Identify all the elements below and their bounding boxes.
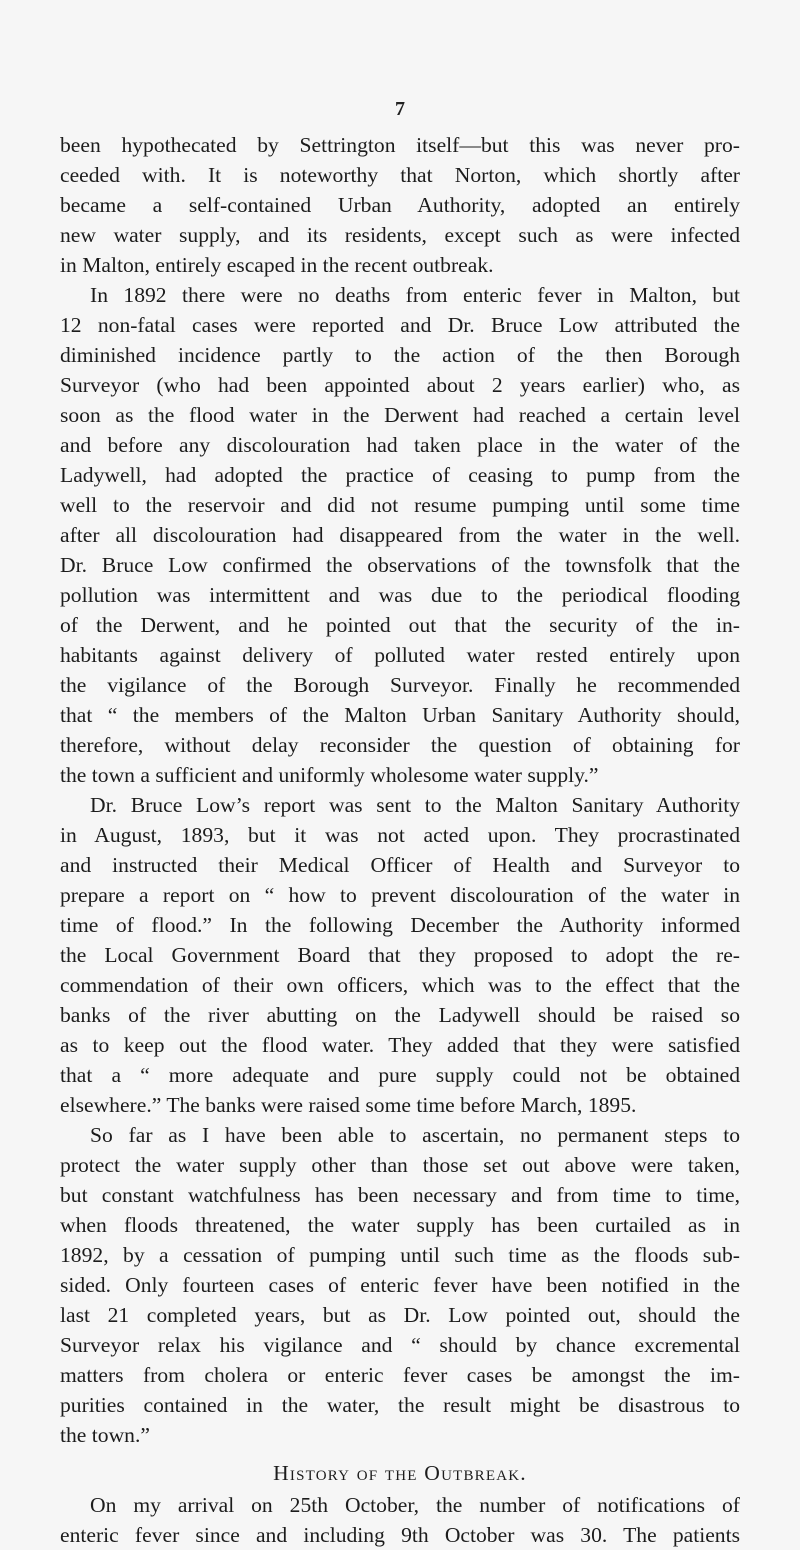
text-line: Ladywell, had adopted the practice of ceasing to pump from the bbox=[60, 463, 740, 487]
text-line: as to keep out the flood water. They added that they were satisfied bbox=[60, 1033, 740, 1057]
text-line: the vigilance of the Borough Surveyor. Finally he recommended bbox=[60, 673, 740, 697]
text-line: and instructed their Medical Officer of Health and Surveyor to bbox=[60, 853, 740, 877]
paragraph bbox=[60, 130, 740, 280]
text-line: pollution was intermittent and was due to the periodical flooding bbox=[60, 583, 740, 607]
document-body bbox=[60, 130, 740, 1550]
text-line: ceeded with. It is noteworthy that Norton, which shortly after bbox=[60, 163, 740, 187]
text-line: matters from cholera or enteric fever cases be amongst the im- bbox=[60, 1363, 740, 1387]
text-line: became a self-contained Urban Authority, adopted an entirely bbox=[60, 193, 740, 217]
text-line: of the Derwent, and he pointed out that the security of the in- bbox=[60, 613, 740, 637]
text-line: the town.” bbox=[60, 1423, 150, 1447]
paragraph bbox=[60, 790, 740, 1120]
paragraph bbox=[60, 1490, 740, 1550]
text-line: Surveyor relax his vigilance and “ should by chance excremental bbox=[60, 1333, 740, 1357]
text-line: been hypothecated by Settrington itself—but this was never pro- bbox=[60, 133, 740, 157]
text-line: last 21 completed years, but as Dr. Low pointed out, should the bbox=[60, 1303, 740, 1327]
text-line: In 1892 there were no deaths from enteric fever in Malton, but bbox=[90, 283, 740, 307]
text-line: time of flood.” In the following December the Authority informed bbox=[60, 913, 740, 937]
text-line: therefore, without delay reconsider the question of obtaining for bbox=[60, 733, 740, 757]
text-line: that “ the members of the Malton Urban Sanitary Authority should, bbox=[60, 703, 740, 727]
text-line: new water supply, and its residents, except such as were infected bbox=[60, 223, 740, 247]
text-line: sided. Only fourteen cases of enteric fever have been notified in the bbox=[60, 1273, 740, 1297]
text-line: that a “ more adequate and pure supply could not be obtained bbox=[60, 1063, 740, 1087]
text-line: On my arrival on 25th October, the number of notifications of bbox=[90, 1493, 740, 1517]
page-number: 7 bbox=[395, 98, 405, 120]
text-line: 12 non-fatal cases were reported and Dr. Bruce Low attributed the bbox=[60, 313, 740, 337]
section-heading: History of the Outbreak. bbox=[273, 1461, 527, 1485]
text-line: in Malton, entirely escaped in the recent outbreak. bbox=[60, 253, 494, 277]
text-line: elsewhere.” The banks were raised some time before March, 1895. bbox=[60, 1093, 637, 1117]
text-line: but constant watchfulness has been necessary and from time to time, bbox=[60, 1183, 740, 1207]
text-line: protect the water supply other than those set out above were taken, bbox=[60, 1153, 740, 1177]
text-line: when floods threatened, the water supply has been curtailed as in bbox=[60, 1213, 740, 1237]
text-line: Surveyor (who had been appointed about 2 years earlier) who, as bbox=[60, 373, 740, 397]
text-line: the town a sufficient and uniformly wholesome water supply.” bbox=[60, 763, 599, 787]
text-line: after all discolouration had disappeared from the water in the well. bbox=[60, 523, 740, 547]
text-line: and before any discolouration had taken place in the water of the bbox=[60, 433, 740, 457]
text-line: in August, 1893, but it was not acted upon. They procrastinated bbox=[60, 823, 740, 847]
text-line: habitants against delivery of polluted water rested entirely upon bbox=[60, 643, 740, 667]
text-line: banks of the river abutting on the Ladywell should be raised so bbox=[60, 1003, 740, 1027]
text-line: commendation of their own officers, which was to the effect that the bbox=[60, 973, 740, 997]
paragraph bbox=[60, 280, 740, 790]
text-line: 1892, by a cessation of pumping until such time as the floods sub- bbox=[60, 1243, 740, 1267]
text-line: prepare a report on “ how to prevent discolouration of the water in bbox=[60, 883, 740, 907]
paragraph bbox=[60, 1120, 740, 1450]
text-line: soon as the flood water in the Derwent had reached a certain level bbox=[60, 403, 740, 427]
text-line: well to the reservoir and did not resume pumping until some time bbox=[60, 493, 740, 517]
text-line: the Local Government Board that they proposed to adopt the re- bbox=[60, 943, 740, 967]
text-line: purities contained in the water, the result might be disastrous to bbox=[60, 1393, 740, 1417]
text-line: diminished incidence partly to the action of the then Borough bbox=[60, 343, 740, 367]
text-line: So far as I have been able to ascertain, no permanent steps to bbox=[90, 1123, 740, 1147]
text-line: Dr. Bruce Low confirmed the observations of the townsfolk that the bbox=[60, 553, 740, 577]
text-line: Dr. Bruce Low’s report was sent to the Malton Sanitary Authority bbox=[90, 793, 740, 817]
text-line: enteric fever since and including 9th October was 30. The patients bbox=[60, 1523, 740, 1547]
